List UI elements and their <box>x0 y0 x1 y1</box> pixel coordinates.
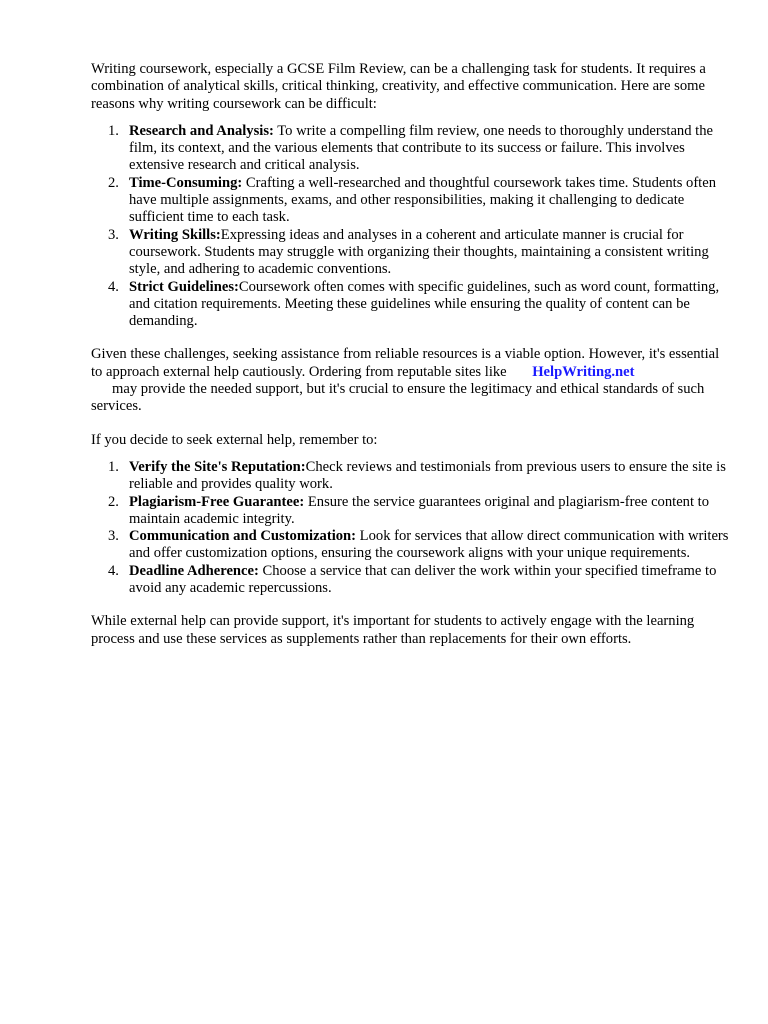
list-item: 4. Strict Guidelines:Coursework often comes with specific guidelines, such as word count, formatting, and citation requirements. Meeting these guidelines while ensuring the quality of content can be demanding. <box>108 278 720 330</box>
difficulties-list <box>91 123 731 331</box>
tips-list <box>91 459 731 597</box>
helpwriting-link[interactable]: HelpWriting.net <box>532 363 635 380</box>
intro-paragraph: Writing coursework, especially a GCSE Film Review, can be a challenging task for students. It requires a combination of analytical skills, critical thinking, creativity, and effective communication. Here are some reasons why writing coursework can be difficult: <box>91 61 706 112</box>
list-item-text: Crafting a well-researched and thoughtful coursework takes time. Students often have multiple assignments, exams, and other responsibilities, making it challenging to dedicate sufficient time to each task. <box>129 174 717 226</box>
list-item-text: Ensure the service guarantees original and plagiarism-free content to maintain academic integrity. <box>129 493 710 527</box>
list-item-title: Plagiarism-Free Guarantee: <box>129 493 305 510</box>
list-item-text: Look for services that allow direct communication with writers and offer customization options, ensuring the coursework aligns with your unique requirements. <box>129 528 729 562</box>
list-item-text: Check reviews and testimonials from previous users to ensure the site is reliable and provides quality work. <box>129 458 726 493</box>
closing-paragraph: While external help can provide support, it's important for students to actively engage with the learning process and use these services as supplements rather than replacements for their own efforts. <box>91 613 695 647</box>
list-item: 2. Plagiarism-Free Guarantee: Ensure the service guarantees original and plagiarism-free content to maintain academic integrity. <box>108 493 710 527</box>
list-item: 4. Deadline Adherence: Choose a service that can deliver the work within your specified timeframe to avoid any academic repercussions. <box>108 562 717 597</box>
list-item: 3. Writing Skills:Expressing ideas and analyses in a coherent and articulate manner is crucial for coursework. Students may struggle with organizing their thoughts, maintaining a consistent writing style, and adhering to academic conventions. <box>108 226 709 278</box>
list-item-title: Communication and Customization: <box>129 528 357 545</box>
list-item: 3. Communication and Customization: Look for services that allow direct communication with writers and offer customization options, ensuring the coursework aligns with your unique requirements. <box>108 528 729 562</box>
list-item: 2. Time-Consuming: Crafting a well-researched and thoughtful coursework takes time. Students often have multiple assignments, exams, and other responsibilities, making it challenging to dedicate sufficient time to each task. <box>108 174 717 226</box>
list-item-title: Deadline Adherence: <box>129 562 259 579</box>
list-item: 1. Research and Analysis: To write a compelling film review, one needs to thoroughly understand the film, its context, and the various elements that contribute to its success or failure. This involves extensive research and critical analysis. <box>108 122 714 174</box>
list-item-text: Choose a service that can deliver the work within your specified timeframe to avoid any academic repercussions. <box>129 562 717 597</box>
list-item-title: Writing Skills: <box>129 226 221 243</box>
list-item-title: Verify the Site's Reputation: <box>129 458 306 475</box>
list-item-title: Time-Consuming: <box>129 174 243 191</box>
assist-paragraph: Given these challenges, seeking assistance from reliable resources is a viable option. However, it's essential to approach external help cautiously. Ordering from reputable sites like HelpWriting.net may provide the needed support, but it's crucial to ensure the legitimacy and ethical standards of such services. <box>91 346 720 415</box>
list-item-title: Strict Guidelines: <box>129 278 239 295</box>
list-item-text: To write a compelling film review, one needs to thoroughly understand the film, its context, and the various elements that contribute to its success or failure. This involves extensive research and critical analysis. <box>129 122 714 174</box>
list-item: 1. Verify the Site's Reputation:Check reviews and testimonials from previous users to ensure the site is reliable and provides quality work. <box>108 458 726 493</box>
list-item-text: Expressing ideas and analyses in a coherent and articulate manner is crucial for coursework. Students may struggle with organizing their thoughts, maintaining a consistent writing style, and adhering to academic conventions. <box>129 226 709 278</box>
remember-paragraph: If you decide to seek external help, remember to: <box>91 431 378 448</box>
document-page <box>91 61 731 648</box>
list-item-text: Coursework often comes with specific guidelines, such as word count, formatting, and citation requirements. Meeting these guidelines while ensuring the quality of content can be demanding. <box>129 278 720 330</box>
list-item-title: Research and Analysis: <box>129 122 274 139</box>
